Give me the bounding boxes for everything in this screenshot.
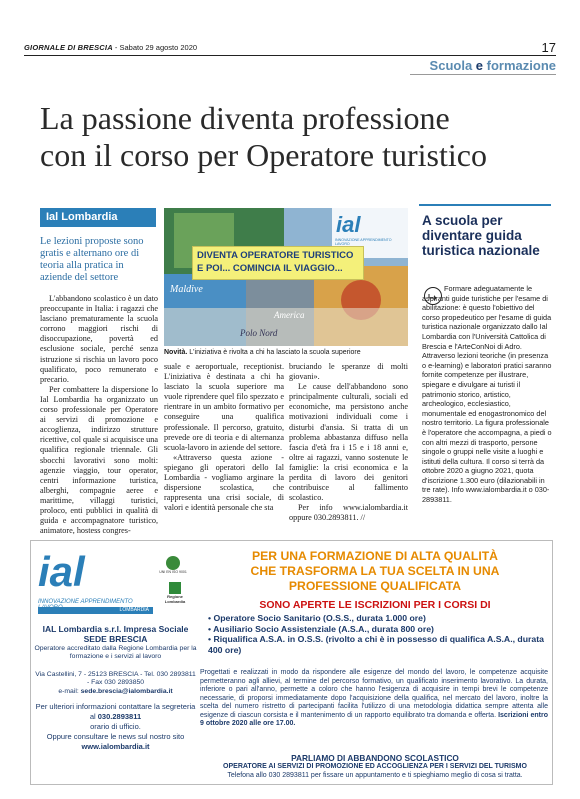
- article-photo: [164, 208, 408, 346]
- page-header: GIORNALE DI BRESCIA - Sabato 29 agosto 2020: [24, 43, 198, 52]
- deadline: Iscrizioni entro 9 ottobre 2020 alle ore 17.00.: [200, 711, 548, 727]
- issue-date: Sabato 29 agosto 2020: [119, 43, 198, 52]
- ad-footer-subtitle: OPERATORE AI SERVIZI DI PROMOZIONE ED ACCOGLIENZA PER I SERVIZI DEL TURISMO: [223, 763, 527, 770]
- region-badge: Regione Lombardia: [157, 582, 193, 604]
- headline: La passione diventa professione con il corso per Operatore turistico: [40, 100, 487, 173]
- certification-icon: [166, 556, 180, 570]
- paragraph: Le cause dell'abbandono sono principalmente culturali, sociali ed economiche, ma persistono anche motivazioni individuali come i disturbi d'ansia. Si tratta di un problema abbastanza diffuso nella fascia d'età fra i 15 e i 18 anni e, oltre ai ragazzi, vanno sostenute le famiglie: la crisi economica e la perdita di lavoro dei genitori contribuisce al fallimento scolastico.: [289, 382, 408, 503]
- region-lombardia-icon: [169, 582, 181, 594]
- photo-banner: DIVENTA OPERATORE TURISTICO E POI... COMINCIA IL VIAGGIO...: [192, 246, 364, 280]
- org-description: Operatore accreditato dalla Regione Lombardia per la formazione e i servizi al lavoro: [34, 645, 197, 661]
- list-item: • Riqualifica A.S.A. in O.S.S. (rivolto a chi è in possesso di qualifica A.S.A., durata 400 ore): [208, 634, 544, 655]
- photo-caption: Novità. L'iniziativa è rivolta a chi ha lasciato la scuola superiore: [164, 349, 361, 356]
- article-tag: Ial Lombardia: [40, 208, 156, 227]
- photo-label-america: America: [274, 310, 305, 320]
- photo-label-maldive: Maldive: [170, 284, 203, 295]
- lombardia-bar: LOMBARDIA: [38, 607, 153, 614]
- ial-logo-tagline: INNOVAZIONE APPRENDIMENTO LAVORO: [335, 238, 392, 246]
- page-number: 17: [541, 40, 556, 55]
- course-list: [208, 613, 548, 655]
- phone-link[interactable]: 030.2893811: [97, 712, 142, 721]
- paragraph: L'abbandono scolastico è un dato preoccupante in Italia: i ragazzi che lasciano prematuramente la scuola corrono maggiori rischi di disoccupazione, povertà ed esclusione sociale, perché senza istruzione si rischia un lavoro poco qualificato, poco remunerato e precario.: [40, 294, 158, 384]
- paragraph: bruciando le speranze di molti giovani».: [289, 362, 408, 382]
- ad-footer-note: Telefona allo 030 2893811 per fissare un appuntamento e ti spieghiamo meglio di cosa si tratta.: [227, 772, 523, 779]
- ial-logo: ial: [38, 548, 85, 595]
- org-address: Via Castellini, 7 - 25123 BRESCIA - Tel. 030 2893811 - Fax 030 2893850: [35, 671, 196, 687]
- paragraph: Per info www.ialombardia.it oppure 030.2893811. //: [289, 503, 408, 523]
- ad-headline: PER UNA FORMAZIONE DI ALTA QUALITÀ CHE TRASFORMA LA TUA SCELTA IN UNA PROFESSIONE QUALIFICATA: [250, 549, 500, 593]
- certification-badge: UNI EN ISO 9001: [157, 556, 189, 574]
- section-rule: [410, 74, 556, 75]
- paragraph: «Attraverso questa azione - spiegano gli operatori dello Ial Lombardia - vogliamo arginare la dispersione scolastica, che rappresenta una crisi sociale, di valori e identità personale che sta: [164, 452, 284, 513]
- section-title: Scuola e formazione: [429, 58, 556, 73]
- article-column-1: [40, 294, 158, 536]
- org-name: IAL Lombardia s.r.l. Impresa Sociale SEDE BRESCIA: [42, 624, 189, 644]
- ial-tagline: INNOVAZIONE APPRENDIMENTO: [38, 599, 133, 605]
- photo-label-polo-nord: Polo Nord: [240, 328, 278, 338]
- article-column-2: [164, 362, 284, 513]
- sidebar-rule: [419, 204, 551, 206]
- article-column-3: [289, 362, 408, 524]
- paragraph: suale e aeroportuale, receptionist. L'iniziativa è destinata a chi ha lasciato la scuola superiore ma vuole riprendere quel filo spezzato e rientrare in un ambito formativo per conseguire una qualifica professionale. Il percorso, gratuito, prevede ore di teoria e di alternanza scuola-lavoro in aziende del settore.: [164, 362, 284, 452]
- org-contact-info: Per ulteriori informazioni contattare la segreteria al 030.2893811 orario di ufficio. Oppure consultare le news sul nostro sito www.ialombardia.it: [35, 702, 196, 751]
- ad-open-enrollment: SONO APERTE LE ISCRIZIONI PER I CORSI DI: [259, 599, 491, 611]
- website-link[interactable]: www.ialombardia.it: [81, 742, 150, 751]
- list-item: • Operatore Socio Sanitario (O.S.S., durata 1.000 ore): [208, 613, 426, 623]
- email-link[interactable]: sede.brescia@ialombardia.it: [80, 688, 173, 695]
- header-rule: [24, 55, 556, 56]
- list-item: • Ausiliario Socio Assistenziale (A.S.A., durata 800 ore): [208, 623, 434, 634]
- ad-body: Progettati e realizzati in modo da rispondere alle esigenze del mondo del lavoro, le competenze acquisite permetteranno agli allievi, al termine del percorso formativo, un qualificato inserimento lavorativo. La durata, inferiore o pari all'anno, permette a coloro che hanno l'esigenza di acquisire in tempi brevi le competenze necessarie, di proporsi immediatamente dopo l'acquisizione della qualifica, nel mercato del lavoro, inoltre la scelta del numero ristretto di partecipanti facilita l'utilizzo di una metodologia didattica sempre attenta alle esigenze di ciascun corsista e il mantenimento di un rapporto equilibrato tra domanda e offerta. Iscrizioni entro 9 ottobre 2020 alle ore 17.00.: [200, 669, 548, 727]
- article-lede: Le lezioni proposte sono gratis e alternano ore di teoria alla pratica in aziende del settore: [40, 236, 144, 283]
- paragraph: Per combattere la dispersione lo Ial Lombardia ha organizzato un corso professionale per Operatore ai servizi di promozione e accoglienza, indirizzo strutture ricettive, col quale si acquisisce una qualifica regionale triennale. Gli sbocchi lavorativi sono molti: agenzie viaggio, tour operator, centri informazione turistica, alberghi, compagnie aeree e marittime, villaggi turistici, proloco, enti pubblici in qualità di guida e accompagnatore turistico, animatore, hostess congres-: [40, 384, 158, 536]
- newspaper-name: GIORNALE DI BRESCIA: [24, 43, 113, 52]
- org-email: e-mail: sede.brescia@ialombardia.it: [58, 688, 173, 695]
- ad-footer-title: PARLIAMO DI ABBANDONO SCOLASTICO: [291, 753, 459, 763]
- sidebar-text: Formare adeguatamente le aspiranti guide turistiche per l'esame di abilitazione: è questo l'obiettivo del corso propedeutico per l'esame di guida turistica nazionale organizzato dallo Ial Lombardia con l'Università Cattolica di Brescia e l'ArteConNoi di Adro. Attraverso lezioni teoriche (in presenza o e-learning) e laboratori pratici saranno fornite competenze per illustrare, spiegare e divulgare ai turisti il patrimonio storico, artistico, archeologico, ecclesiastico, monumentale ed enogastronomico del nostro territorio. La figura professionale è l'operatore che accompagna, a piedi o con altri mezzi di trasporto, persone singole o gruppi nelle visite a luoghi e istituti della cultura. Il corso si terrà da ottobre 2020 a giugno 2021, quota d'iscrizione 1.300 euro (dilazionabili in tre rate). Info www.ialombardia.it o 030-2893811.: [422, 284, 552, 505]
- ial-logo-photo: ial: [336, 212, 361, 237]
- sidebar-title: A scuola per diventare guida turistica nazionale: [422, 213, 540, 258]
